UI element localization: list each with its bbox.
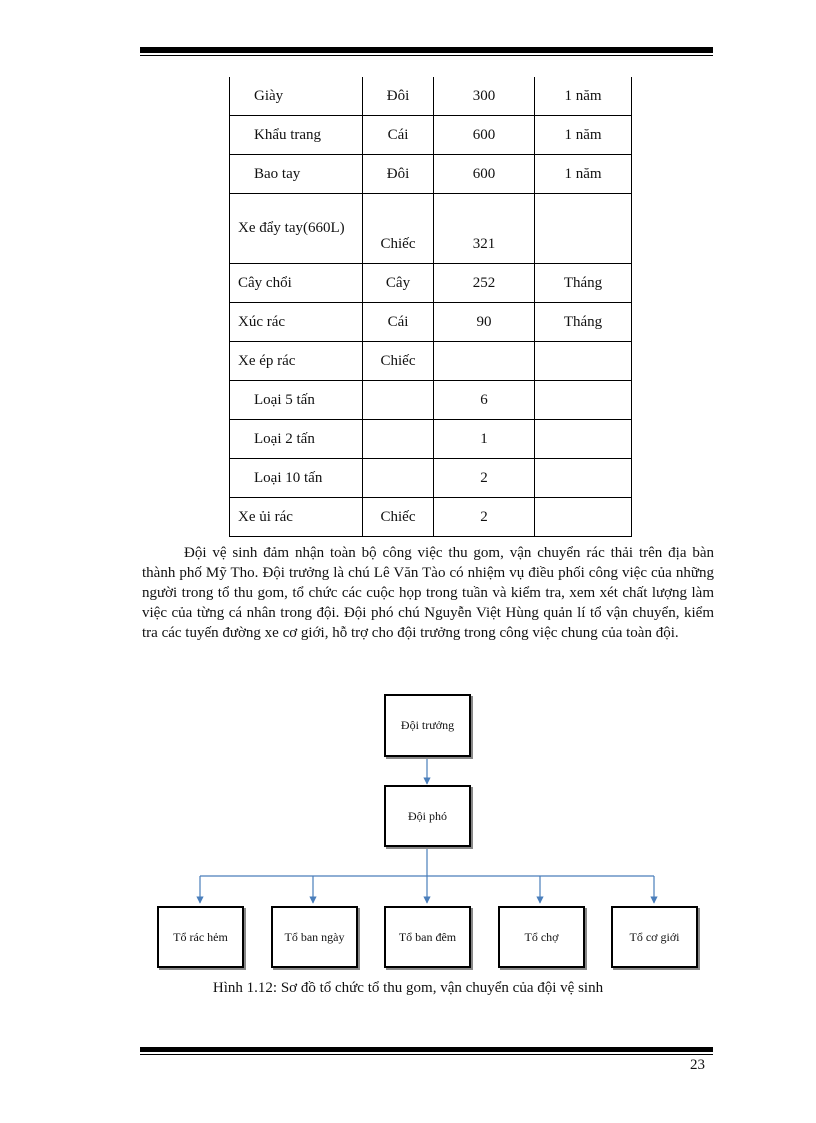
item-name: Giày xyxy=(230,77,363,116)
footer-rule xyxy=(140,1047,713,1052)
team-box: Tổ ban đêm xyxy=(384,906,471,968)
item-qty: 321 xyxy=(434,194,535,264)
item-name: Xe ủi rác xyxy=(230,498,363,537)
team-box: Tổ chợ xyxy=(498,906,585,968)
item-qty: 6 xyxy=(434,381,535,420)
item-qty: 2 xyxy=(434,459,535,498)
figure-caption: Hình 1.12: Sơ đồ tổ chức tổ thu gom, vận chuyển của đội vệ sinh xyxy=(212,980,604,996)
item-name: Bao tay xyxy=(230,155,363,194)
item-name: Xúc rác xyxy=(230,303,363,342)
item-qty: 252 xyxy=(434,264,535,303)
paragraph-text: Đội vệ sinh đảm nhận toàn bộ công việc thu gom, vận chuyển rác thải trên địa bàn thành phố Mỹ Tho. Đội trưởng là chú Lê Văn Tào có nhiệm vụ điều phối công việc của những người trong tổ thu gom, tổ chức các cuộc họp trong tuần và kiểm tra, xem xét chất lượng làm việc của từng cá nhân trong đội. Đội phó chú Nguyễn Việt Hùng quản lí tổ vận chuyển, kiểm tra các tuyến đường xe cơ giới, hỗ trợ cho đội trưởng trong công việc chung của toàn đội. xyxy=(142,545,714,641)
item-qty: 2 xyxy=(434,498,535,537)
item-unit: Đôi xyxy=(363,77,434,116)
item-name: Xe đẩy tay(660L) xyxy=(230,194,363,264)
item-name: Cây chổi xyxy=(230,264,363,303)
item-unit: Cái xyxy=(363,303,434,342)
item-name: Loại 5 tấn xyxy=(230,381,363,420)
item-period: Tháng xyxy=(535,264,632,303)
team-box: Tổ ban ngày xyxy=(271,906,358,968)
team-box: Tổ cơ giới xyxy=(611,906,698,968)
item-unit: Cây xyxy=(363,264,434,303)
item-unit: Chiếc xyxy=(363,342,434,381)
item-qty: 1 xyxy=(434,420,535,459)
item-period: 1 năm xyxy=(535,116,632,155)
item-qty: 600 xyxy=(434,155,535,194)
team-box: Tổ rác hẻm xyxy=(157,906,244,968)
item-name: Loại 10 tấn xyxy=(230,459,363,498)
item-name: Loại 2 tấn xyxy=(230,420,363,459)
item-unit: Đôi xyxy=(363,155,434,194)
page-number: 23 xyxy=(690,1057,705,1073)
deputy-box: Đội phó xyxy=(384,785,471,847)
item-qty: 90 xyxy=(434,303,535,342)
item-qty: 300 xyxy=(434,77,535,116)
item-period: 1 năm xyxy=(535,155,632,194)
item-qty: 600 xyxy=(434,116,535,155)
item-unit: Chiếc xyxy=(363,498,434,537)
item-period: Tháng xyxy=(535,303,632,342)
item-name: Xe ép rác xyxy=(230,342,363,381)
item-period: 1 năm xyxy=(535,77,632,116)
item-unit: Chiếc xyxy=(363,194,434,264)
leader-box: Đội trưởng xyxy=(384,694,471,757)
item-name: Khẩu trang xyxy=(230,116,363,155)
footer-rule-thin xyxy=(140,1054,713,1055)
item-unit: Cái xyxy=(363,116,434,155)
